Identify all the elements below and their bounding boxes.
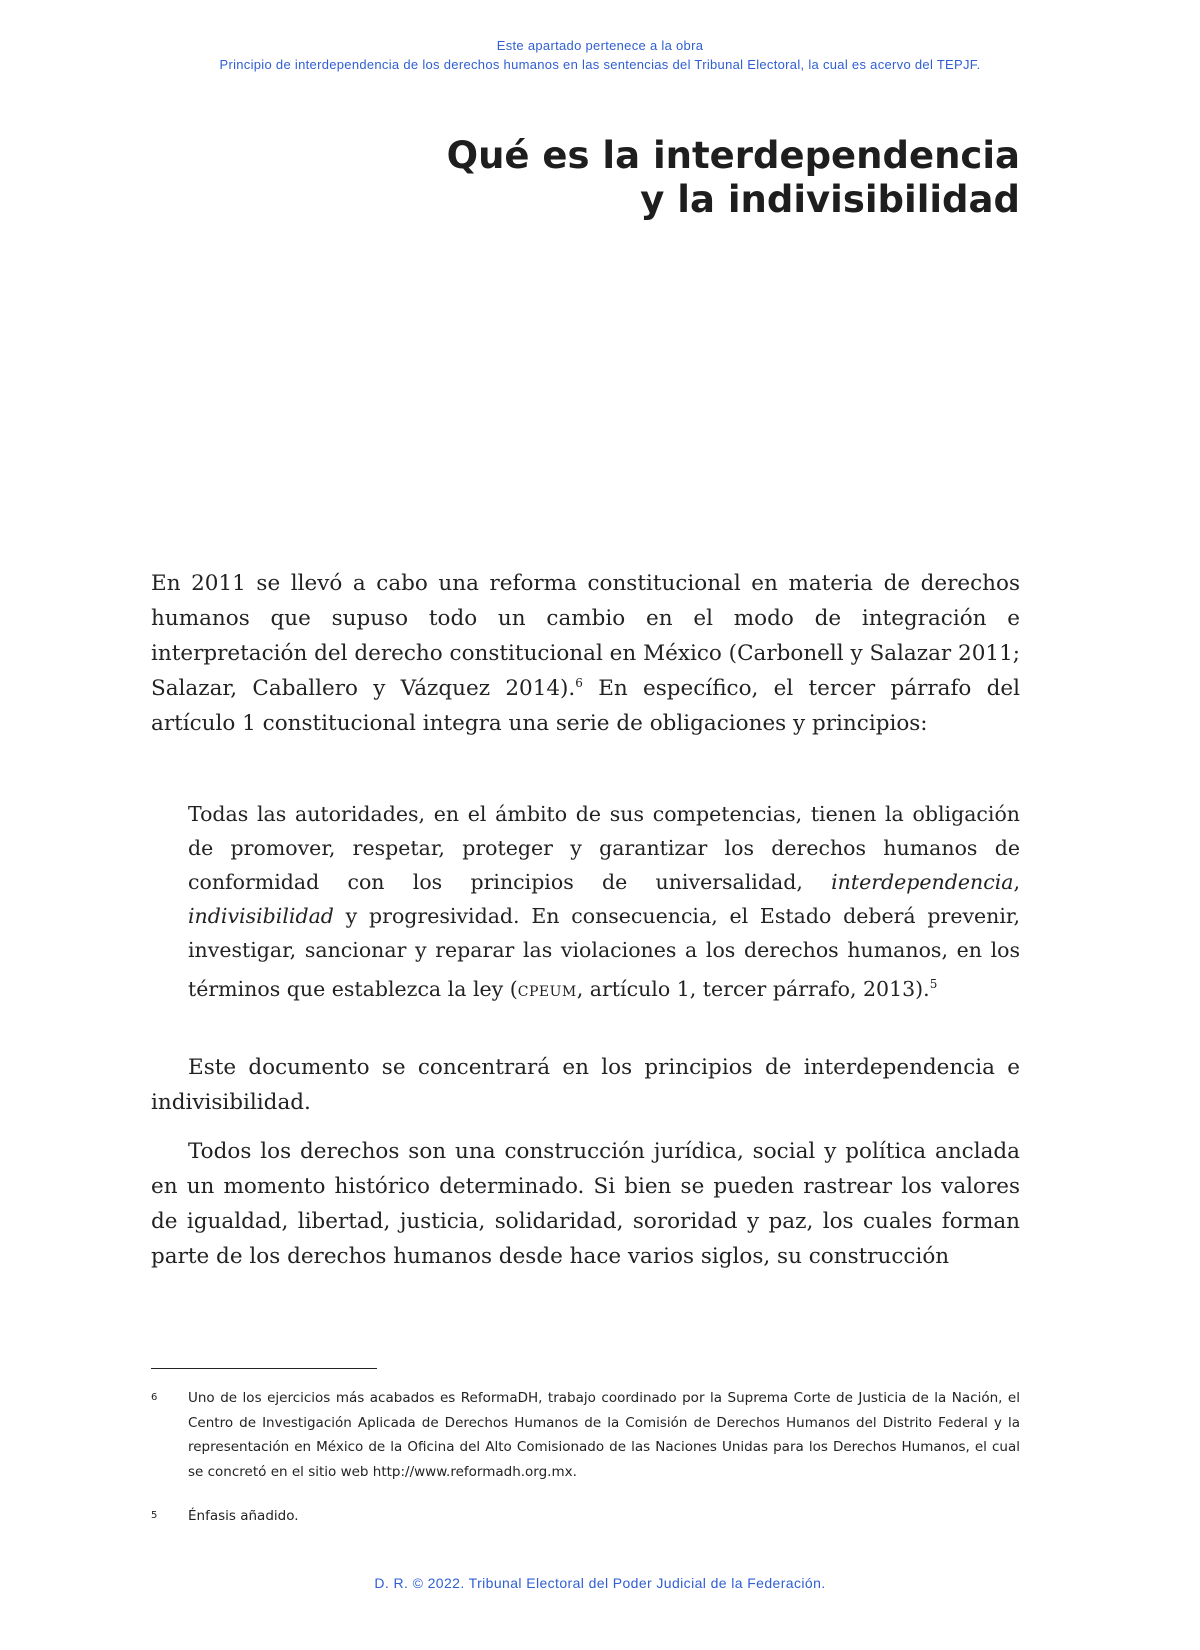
- quote-text-d: , artículo 1, tercer párrafo, 2013).: [576, 976, 930, 1001]
- paragraph-1-text-a: En 2011 se llevó a cabo una reforma constitucional en materia de derechos humanos que supuso todo un cambio en el modo de integración e interpretación del derecho constitucional en México (Carbonell y Salazar 2011; Salazar, Caballero y Vázquez 2014).: [151, 571, 1020, 701]
- footnote-5-marker: 5: [151, 1510, 158, 1521]
- footnote-ref-6[interactable]: 6: [575, 675, 583, 690]
- paragraph-1: [151, 566, 1020, 741]
- paragraph-1-text-b: En específico, el tercer párrafo del artículo 1 constitucional integra una serie de obligaciones y principios:: [151, 676, 1021, 736]
- quote-emphasis-interdependencia: interdependencia: [831, 870, 1014, 894]
- attribution-header-line-2: Principio de interdependencia de los derechos humanos en las sentencias del Tribunal Electoral, la cual es acervo del TEPJF.: [219, 57, 981, 72]
- chapter-title-line-1: Qué es la interdependencia: [446, 134, 1020, 177]
- copyright-footer: D. R. © 2022. Tribunal Electoral del Poder Judicial de la Federación.: [374, 1575, 826, 1591]
- quote-cpeum: cpeum: [517, 976, 577, 1001]
- footnote-ref-5[interactable]: 5: [929, 977, 938, 991]
- quote-text-b: ,: [1013, 870, 1020, 894]
- footnote-6-marker: 6: [151, 1392, 158, 1403]
- chapter-title: [320, 134, 1020, 222]
- paragraph-2: Este documento se concentrará en los principios de interdependencia e indivisibilidad.: [151, 1055, 1020, 1115]
- constitutional-quote: [188, 797, 1020, 1006]
- quote-emphasis-indivisibilidad: indivisibilidad: [188, 904, 334, 928]
- attribution-header-line-1: Este apartado pertenece a la obra: [496, 38, 704, 53]
- quote-text-c: y progresividad. En consecuencia, el Estado deberá prevenir, investigar, sancionar y reparar las violaciones a los derechos humanos, en los términos que establezca la ley (: [188, 904, 1020, 1001]
- chapter-title-line-2: y la indivisibilidad: [640, 178, 1020, 221]
- footnote-6-text: Uno de los ejercicios más acabados es ReformaDH, trabajo coordinado por la Suprema Corte de Justicia de la Nación, el Centro de Investigación Aplicada de Derechos Humanos de la Comisión de Derechos Humanos del Distrito Federal y la representación en México de la Oficina del Alto Comisionado de las Naciones Unidas para los Derechos Humanos, el cual se concretó en el sitio web http://www.reformadh.org.mx.: [188, 1390, 1020, 1480]
- footnote-5-text: Énfasis añadido.: [188, 1508, 299, 1524]
- paragraph-3: Todos los derechos son una construcción jurídica, social y política anclada en un momento histórico determinado. Si bien se pueden rastrear los valores de igualdad, libertad, justicia, solidaridad, sororidad y paz, los cuales forman parte de los derechos humanos desde hace varios siglos, su construcción: [151, 1139, 1020, 1269]
- quote-text-a: Todas las autoridades, en el ámbito de sus competencias, tienen la obligación de promover, respetar, proteger y garantizar los derechos humanos de conformidad con los principios de universalidad,: [188, 802, 1020, 894]
- footnote-divider: [151, 1368, 377, 1369]
